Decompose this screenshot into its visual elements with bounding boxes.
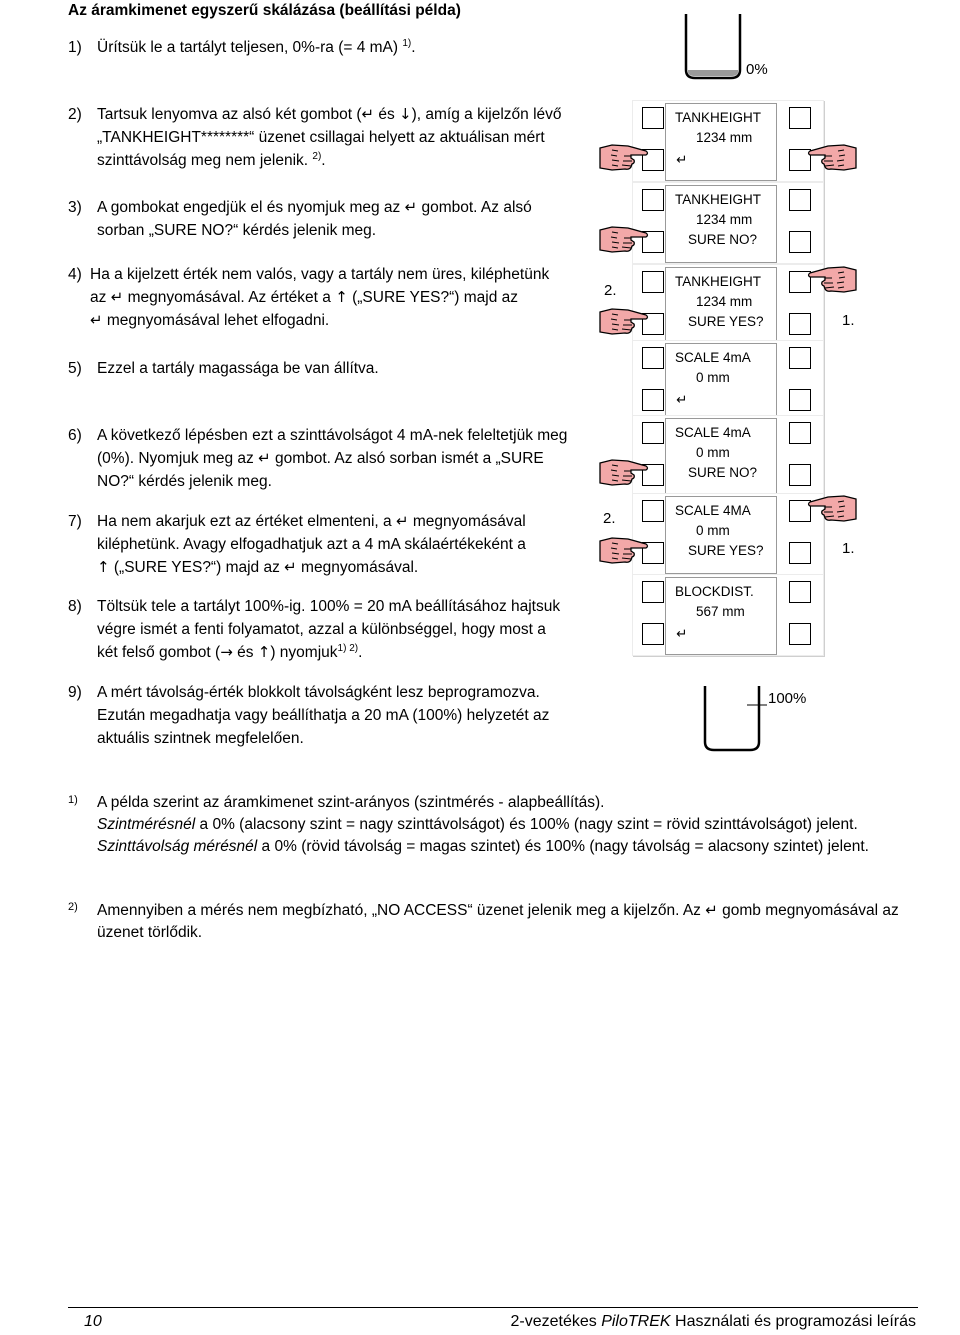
step-text: . [358, 644, 363, 661]
pressing-hand-icon [598, 142, 650, 177]
brand-name: PiloTREK [601, 1313, 671, 1330]
page-title: Az áramkimenet egyszerű skálázása (beállítási példa) [68, 2, 461, 19]
step-number: 7) [68, 513, 82, 530]
display-line-3: SURE YES? [688, 314, 764, 329]
step-text: A következő lépésben ezt a szinttávolságot 4 mA-nek feleltetjük meg [97, 427, 568, 444]
step-text: és [374, 106, 400, 123]
enter-icon: ↵ [676, 626, 688, 642]
level-pointer [745, 697, 769, 715]
lcd-display [665, 185, 777, 263]
footnote-text: gomb megnyomásával az [717, 902, 899, 919]
display-line-2: 0 mm [696, 523, 730, 538]
step-text: A mért távolság-érték blokkolt távolságként lesz beprogramozva. [97, 684, 540, 701]
enter-icon: ↵ [361, 105, 375, 123]
top-right-button[interactable] [789, 422, 811, 444]
device-panel [632, 340, 824, 422]
step-text: sorban „SURE NO?“ kérdés jelenik meg. [97, 222, 377, 239]
display-line-1: SCALE 4mA [675, 425, 751, 440]
step-text: két felső gombot ( [97, 644, 221, 661]
footnote-text: a 0% (alacsony szint = nagy szinttávolságot) és 100% (nagy szint = rövid szinttávolságot) jelent. [195, 816, 858, 833]
tank-icon [683, 12, 743, 84]
device-panel [632, 182, 824, 264]
enter-icon: ↵ [90, 311, 103, 329]
top-left-button[interactable] [642, 500, 664, 522]
display-line-1: SCALE 4MA [675, 503, 751, 518]
bottom-right-button[interactable] [789, 231, 811, 253]
step-text: végre ismét a fenti folyamatot, azzal a különbséggel, hogy most a [97, 621, 546, 638]
footnote-text: a 0% (rövid távolság = magas szintet) és 100% (nagy távolság = alacsony szintet) jelent. [257, 838, 869, 855]
step-number: 6) [68, 427, 82, 444]
display-line-1: TANKHEIGHT [675, 110, 762, 125]
step-text: . [411, 39, 416, 56]
bottom-right-button[interactable] [789, 389, 811, 411]
step-text: kiléphetünk. Avagy elfogadhatjuk azt a 4 mA skálaértékeként a [97, 536, 526, 553]
device-panel [632, 493, 824, 575]
step-text: Ezután megadhatja vagy beállíthatja a 20 mA (100%) helyzetét az [97, 707, 550, 724]
display-line-2: 567 mm [696, 604, 745, 619]
step-text: Ha a kijelzett érték nem valós, vagy a tartály nem üres, kiléphetünk [90, 266, 550, 283]
footnote-ref: 1) [402, 37, 412, 49]
display-line-1: SCALE 4mA [675, 350, 751, 365]
document-title [510, 1313, 916, 1331]
step-text: megnyomásával lehet elfogadni. [102, 312, 330, 329]
step-text: NO?“ kérdés jelenik meg. [97, 473, 272, 490]
document-title-text: Használati és programozási leírás [670, 1313, 916, 1330]
up-arrow-icon: ↑ [335, 288, 348, 306]
lcd-display [665, 418, 777, 496]
step-text: és [232, 644, 258, 661]
step-text: Ürítsük le a tartályt teljesen, 0%-ra (= 4 mA) [97, 39, 403, 56]
full-tank-illustration [702, 684, 762, 761]
step-text: megnyomásával [408, 513, 526, 530]
right-arrow-icon: → [220, 643, 233, 661]
step-text: . [321, 152, 326, 169]
enter-icon: ↵ [395, 512, 409, 530]
tank-empty-label: 0% [746, 61, 768, 78]
enter-icon: ↵ [284, 558, 297, 576]
step-number: 1) [68, 39, 82, 56]
step-number: 5) [68, 360, 82, 377]
lcd-display [665, 103, 777, 181]
top-left-button[interactable] [642, 347, 664, 369]
step-text: megnyomásával. Az értéket a [123, 289, 336, 306]
pressing-hand-icon [806, 142, 858, 177]
display-line-2: 1234 mm [696, 212, 753, 227]
order-label-second: 2. [604, 282, 617, 299]
step-text: ), amíg a kijelzőn lévő [411, 106, 562, 123]
step-number: 2) [68, 106, 82, 123]
footnote-text: üzenet törlődik. [97, 924, 203, 941]
enter-icon: ↵ [705, 901, 718, 919]
bottom-left-button[interactable] [642, 389, 664, 411]
device-panel [632, 264, 824, 346]
tank-icon [702, 684, 762, 756]
step-number: 9) [68, 684, 82, 701]
step-text: megnyomásával. [296, 559, 419, 576]
footnote-emphasis: Szinttávolság mérésnél [97, 838, 258, 855]
top-left-button[interactable] [642, 189, 664, 211]
order-label-second: 2. [603, 510, 616, 527]
enter-icon: ↵ [110, 288, 124, 306]
device-panel [632, 415, 824, 497]
device-panel [632, 574, 824, 656]
footnote-mark: 2) [68, 901, 78, 913]
enter-icon: ↵ [676, 152, 688, 168]
bottom-right-button[interactable] [789, 464, 811, 486]
lcd-display [665, 343, 777, 421]
top-right-button[interactable] [789, 581, 811, 603]
top-right-button[interactable] [789, 189, 811, 211]
display-line-2: 0 mm [696, 445, 730, 460]
lcd-display [665, 267, 777, 345]
top-right-button[interactable] [789, 107, 811, 129]
enter-icon: ↵ [404, 198, 418, 216]
step-text: Töltsük tele a tartályt 100%-ig. 100% = 20 mA beállításához hajtsuk [97, 598, 561, 615]
display-line-1: BLOCKDIST. [675, 584, 754, 599]
footnote-text: A példa szerint az áramkimenet szint-arányos (szintmérés - alapbeállítás). [97, 794, 605, 811]
step-text: („SURE YES?“) majd az [109, 559, 285, 576]
footnote-ref: 1) 2) [337, 642, 359, 654]
bottom-left-button[interactable] [642, 623, 664, 645]
step-number: 4) [68, 266, 82, 283]
display-line-1: TANKHEIGHT [675, 274, 762, 289]
up-arrow-icon: ↑ [257, 643, 271, 661]
up-arrow-icon: ↑ [97, 558, 110, 576]
step-text: Ha nem akarjuk ezt az értéket elmenteni, a [97, 513, 396, 530]
top-left-button[interactable] [642, 107, 664, 129]
bottom-right-button[interactable] [789, 313, 811, 335]
step-text: („SURE YES?“) majd az [347, 289, 519, 306]
step-text: az [90, 289, 111, 306]
order-label-first: 1. [842, 540, 855, 557]
enter-icon: ↵ [676, 392, 688, 408]
top-left-button[interactable] [642, 271, 664, 293]
display-line-3: SURE YES? [688, 543, 764, 558]
step-text: szinttávolság meg nem jelenik. [97, 152, 313, 169]
footnote-text: Amennyiben a mérés nem megbízható, „NO ACCESS“ üzenet jelenik meg a kijelzőn. Az [97, 902, 706, 919]
lcd-display [665, 496, 777, 574]
lcd-display [665, 577, 777, 655]
top-right-button[interactable] [789, 347, 811, 369]
display-line-2: 1234 mm [696, 294, 753, 309]
page-number: 10 [84, 1313, 102, 1330]
pressing-hand-icon [806, 264, 858, 299]
footnote-emphasis: Szintmérésnél [97, 816, 196, 833]
step-text: A gombokat engedjük el és nyomjuk meg az [97, 199, 405, 216]
footnote-ref: 2) [312, 150, 322, 162]
step-number: 3) [68, 199, 82, 216]
step-text: (0%). Nyomjuk meg az [97, 450, 259, 467]
pressing-hand-icon [806, 493, 858, 528]
top-left-button[interactable] [642, 581, 664, 603]
pressing-hand-icon [598, 306, 650, 341]
tank-full-label: 100% [768, 690, 807, 707]
display-line-2: 1234 mm [696, 130, 753, 145]
document-title-text: 2-vezetékes [510, 1313, 602, 1330]
step-number: 8) [68, 598, 82, 615]
empty-tank-illustration [683, 12, 743, 89]
display-line-3: SURE NO? [688, 465, 758, 480]
step-text: „TANKHEIGHT********“ üzenet csillagai helyett az aktuálisan mért [97, 129, 545, 146]
step-text: aktuális szintnek megfelelően. [97, 730, 304, 747]
bottom-right-button[interactable] [789, 542, 811, 564]
order-label-first: 1. [842, 312, 855, 329]
display-line-3: SURE NO? [688, 232, 758, 247]
display-line-1: TANKHEIGHT [675, 192, 762, 207]
step-text: gombot. Az alsó [417, 199, 532, 216]
enter-icon: ↵ [258, 449, 271, 467]
display-line-2: 0 mm [696, 370, 730, 385]
top-left-button[interactable] [642, 422, 664, 444]
step-text: Ezzel a tartály magassága be van állítva. [97, 360, 379, 377]
pressing-hand-icon [598, 457, 650, 492]
step-text: Tartsuk lenyomva az alsó két gombot ( [97, 106, 362, 123]
pressing-hand-icon [598, 224, 650, 259]
pressing-hand-icon [598, 535, 650, 570]
step-text: gombot. Az alsó sorban ismét a „SURE [270, 450, 544, 467]
footer-rule [68, 1307, 918, 1308]
footnote-mark: 1) [68, 794, 78, 806]
device-panel [632, 100, 824, 182]
step-text: ) nyomjuk [270, 644, 338, 661]
down-arrow-icon: ↓ [399, 105, 412, 123]
bottom-right-button[interactable] [789, 623, 811, 645]
